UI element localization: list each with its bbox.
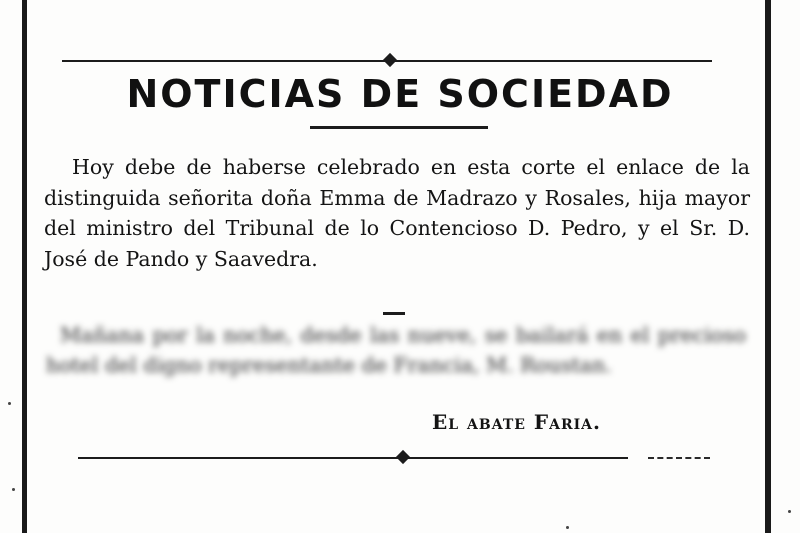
- diamond-ornament-icon: [383, 53, 397, 67]
- diamond-ornament-icon: [396, 450, 410, 464]
- section-separator: [383, 312, 405, 315]
- print-speck: [566, 526, 569, 529]
- bottom-rule-dashed-tail: [648, 457, 710, 459]
- column-rule-left: [22, 0, 27, 533]
- dance-notice-paragraph: Mañana por la noche, desde las nueve, se bailará en el precioso hotel del digno representante de Francia, M. Roustan.: [46, 323, 746, 377]
- headline: NOTICIAS DE SOCIEDAD: [126, 72, 674, 116]
- print-speck: [12, 488, 15, 491]
- column-rule-right: [765, 0, 771, 533]
- author-signature: El abate Faria.: [432, 410, 601, 434]
- bottom-ornament-rule: [78, 457, 628, 459]
- top-ornament-rule: [62, 60, 712, 62]
- wedding-notice-paragraph: Hoy debe de haberse celebrado en esta corte el enlace de la distinguida señorita doña Emma de Madrazo y Rosales, hija mayor del ministro del Tribunal de lo Contencioso D. Pedro, y el Sr. D. José de Pando y Saavedra.: [44, 155, 750, 271]
- headline-underline: [310, 126, 488, 129]
- print-speck: [788, 510, 791, 513]
- print-speck: [8, 402, 11, 405]
